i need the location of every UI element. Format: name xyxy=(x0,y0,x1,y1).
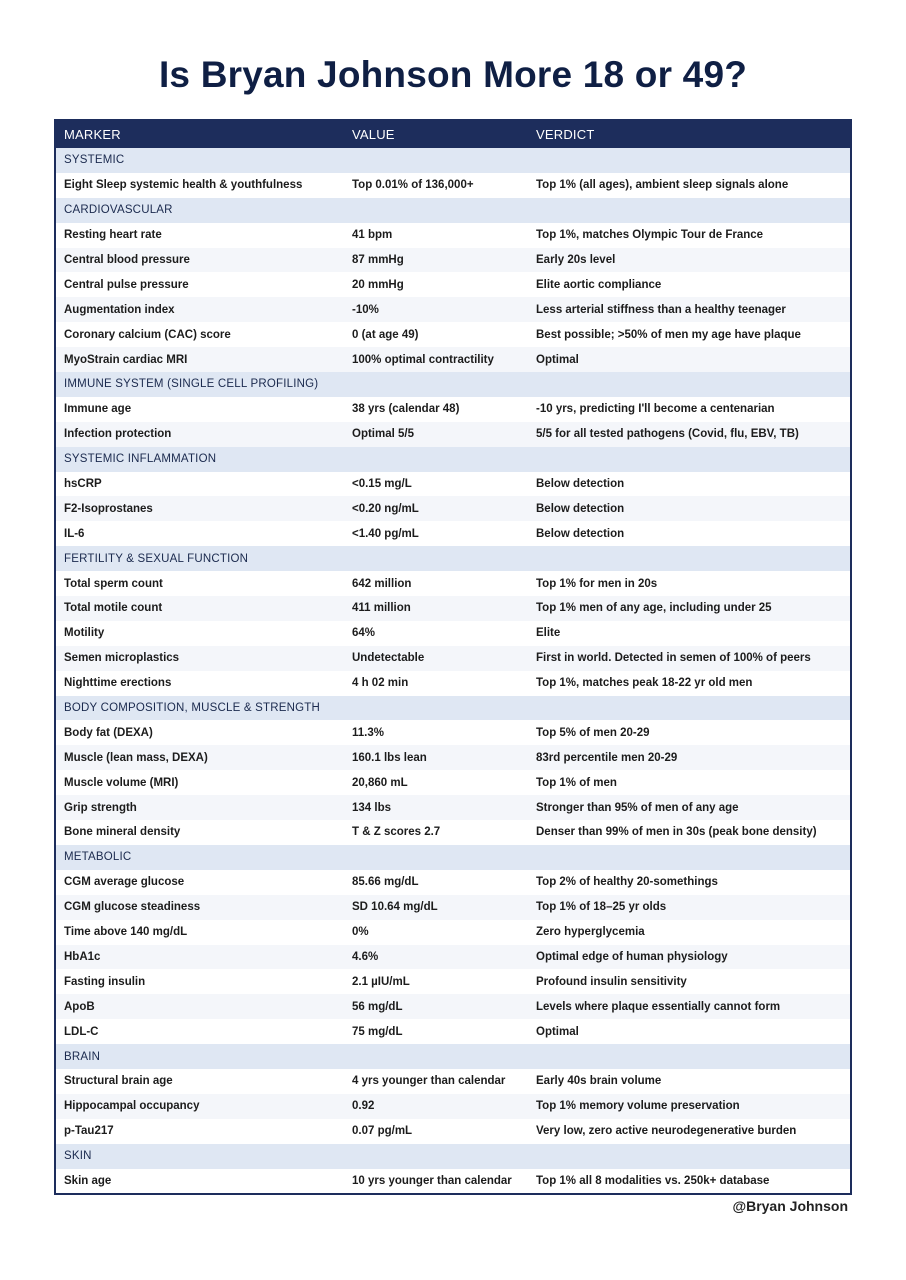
verdict-cell: Top 1%, matches peak 18-22 yr old men xyxy=(528,671,850,696)
table-row xyxy=(56,621,850,646)
value-cell: Top 0.01% of 136,000+ xyxy=(344,173,528,198)
section-row xyxy=(56,546,850,571)
marker-cell: CGM average glucose xyxy=(56,870,344,895)
marker-cell: Augmentation index xyxy=(56,297,344,322)
marker-cell: Time above 140 mg/dL xyxy=(56,920,344,945)
table-row xyxy=(56,1094,850,1119)
value-cell: SD 10.64 mg/dL xyxy=(344,895,528,920)
value-cell: -10% xyxy=(344,297,528,322)
section-title: BODY COMPOSITION, MUSCLE & STRENGTH xyxy=(56,696,850,721)
table-row xyxy=(56,1019,850,1044)
marker-cell: CGM glucose steadiness xyxy=(56,895,344,920)
verdict-cell: Stronger than 95% of men of any age xyxy=(528,795,850,820)
verdict-cell: Less arterial stiffness than a healthy teenager xyxy=(528,297,850,322)
table-row xyxy=(56,223,850,248)
verdict-cell: Top 1% of 18–25 yr olds xyxy=(528,895,850,920)
value-cell: 87 mmHg xyxy=(344,248,528,273)
verdict-cell: Top 5% of men 20-29 xyxy=(528,720,850,745)
section-row xyxy=(56,148,850,173)
section-title: SKIN xyxy=(56,1144,850,1169)
biomarker-table xyxy=(54,119,852,1195)
marker-cell: Muscle volume (MRI) xyxy=(56,770,344,795)
value-cell: 41 bpm xyxy=(344,223,528,248)
column-header-marker: MARKER xyxy=(56,121,344,148)
value-cell: 0.07 pg/mL xyxy=(344,1119,528,1144)
table-row xyxy=(56,397,850,422)
verdict-cell: 5/5 for all tested pathogens (Covid, flu, EBV, TB) xyxy=(528,422,850,447)
marker-cell: Skin age xyxy=(56,1169,344,1194)
section-title: FERTILITY & SEXUAL FUNCTION xyxy=(56,546,850,571)
verdict-cell: Elite xyxy=(528,621,850,646)
verdict-cell: Profound insulin sensitivity xyxy=(528,969,850,994)
verdict-cell: -10 yrs, predicting I'll become a centenarian xyxy=(528,397,850,422)
marker-cell: F2-Isoprostanes xyxy=(56,496,344,521)
value-cell: 75 mg/dL xyxy=(344,1019,528,1044)
verdict-cell: Optimal xyxy=(528,1019,850,1044)
verdict-cell: First in world. Detected in semen of 100% of peers xyxy=(528,646,850,671)
table-row xyxy=(56,1119,850,1144)
marker-cell: Fasting insulin xyxy=(56,969,344,994)
verdict-cell: Zero hyperglycemia xyxy=(528,920,850,945)
marker-cell: Body fat (DEXA) xyxy=(56,720,344,745)
value-cell: 160.1 lbs lean xyxy=(344,745,528,770)
marker-cell: Muscle (lean mass, DEXA) xyxy=(56,745,344,770)
value-cell: <0.15 mg/L xyxy=(344,472,528,497)
verdict-cell: Very low, zero active neurodegenerative burden xyxy=(528,1119,850,1144)
verdict-cell: Below detection xyxy=(528,472,850,497)
section-row xyxy=(56,1044,850,1069)
marker-cell: ApoB xyxy=(56,994,344,1019)
section-row xyxy=(56,372,850,397)
marker-cell: IL-6 xyxy=(56,521,344,546)
table-row xyxy=(56,646,850,671)
section-row xyxy=(56,696,850,721)
marker-cell: MyoStrain cardiac MRI xyxy=(56,347,344,372)
section-title: METABOLIC xyxy=(56,845,850,870)
marker-cell: Resting heart rate xyxy=(56,223,344,248)
value-cell: <0.20 ng/mL xyxy=(344,496,528,521)
table-row xyxy=(56,1069,850,1094)
verdict-cell: Early 20s level xyxy=(528,248,850,273)
table-row xyxy=(56,969,850,994)
verdict-cell: Top 1% for men in 20s xyxy=(528,571,850,596)
table-row xyxy=(56,795,850,820)
table-row xyxy=(56,472,850,497)
verdict-cell: 83rd percentile men 20-29 xyxy=(528,745,850,770)
marker-cell: Nighttime erections xyxy=(56,671,344,696)
table-row xyxy=(56,770,850,795)
marker-cell: Infection protection xyxy=(56,422,344,447)
value-cell: 4 h 02 min xyxy=(344,671,528,696)
verdict-cell: Top 1% men of any age, including under 25 xyxy=(528,596,850,621)
verdict-cell: Levels where plaque essentially cannot form xyxy=(528,994,850,1019)
table-row xyxy=(56,1169,850,1194)
marker-cell: HbA1c xyxy=(56,945,344,970)
value-cell: 85.66 mg/dL xyxy=(344,870,528,895)
marker-cell: Central pulse pressure xyxy=(56,272,344,297)
table-body xyxy=(56,148,850,1193)
value-cell: 4.6% xyxy=(344,945,528,970)
verdict-cell: Top 2% of healthy 20-somethings xyxy=(528,870,850,895)
verdict-cell: Best possible; >50% of men my age have plaque xyxy=(528,322,850,347)
value-cell: Optimal 5/5 xyxy=(344,422,528,447)
marker-cell: Grip strength xyxy=(56,795,344,820)
verdict-cell: Early 40s brain volume xyxy=(528,1069,850,1094)
value-cell: 0 (at age 49) xyxy=(344,322,528,347)
marker-cell: Hippocampal occupancy xyxy=(56,1094,344,1119)
table-row xyxy=(56,272,850,297)
verdict-cell: Top 1% (all ages), ambient sleep signals alone xyxy=(528,173,850,198)
table-row xyxy=(56,994,850,1019)
value-cell: 10 yrs younger than calendar xyxy=(344,1169,528,1194)
verdict-cell: Top 1% memory volume preservation xyxy=(528,1094,850,1119)
section-title: IMMUNE SYSTEM (SINGLE CELL PROFILING) xyxy=(56,372,850,397)
value-cell: 2.1 µIU/mL xyxy=(344,969,528,994)
verdict-cell: Denser than 99% of men in 30s (peak bone density) xyxy=(528,820,850,845)
author-credit: @Bryan Johnson xyxy=(732,1198,848,1214)
table-row xyxy=(56,870,850,895)
marker-cell: Eight Sleep systemic health & youthfulness xyxy=(56,173,344,198)
marker-cell: Immune age xyxy=(56,397,344,422)
column-header-value: VALUE xyxy=(344,121,528,148)
value-cell: 20 mmHg xyxy=(344,272,528,297)
section-title: SYSTEMIC xyxy=(56,148,850,173)
verdict-cell: Below detection xyxy=(528,521,850,546)
value-cell: T & Z scores 2.7 xyxy=(344,820,528,845)
table-row xyxy=(56,521,850,546)
section-title: BRAIN xyxy=(56,1044,850,1069)
table-row xyxy=(56,248,850,273)
verdict-cell: Below detection xyxy=(528,496,850,521)
section-row xyxy=(56,198,850,223)
table-row xyxy=(56,945,850,970)
table-row xyxy=(56,920,850,945)
table-row xyxy=(56,895,850,920)
marker-cell: Coronary calcium (CAC) score xyxy=(56,322,344,347)
value-cell: 411 million xyxy=(344,596,528,621)
table-row xyxy=(56,322,850,347)
verdict-cell: Top 1% all 8 modalities vs. 250k+ database xyxy=(528,1169,850,1194)
value-cell: 56 mg/dL xyxy=(344,994,528,1019)
section-title: SYSTEMIC INFLAMMATION xyxy=(56,447,850,472)
table-row xyxy=(56,422,850,447)
column-header-verdict: VERDICT xyxy=(528,121,850,148)
marker-cell: Total motile count xyxy=(56,596,344,621)
section-title: CARDIOVASCULAR xyxy=(56,198,850,223)
table-header-row xyxy=(56,121,850,148)
value-cell: Undetectable xyxy=(344,646,528,671)
value-cell: 20,860 mL xyxy=(344,770,528,795)
marker-cell: hsCRP xyxy=(56,472,344,497)
section-row xyxy=(56,845,850,870)
value-cell: 100% optimal contractility xyxy=(344,347,528,372)
value-cell: 0% xyxy=(344,920,528,945)
marker-cell: Structural brain age xyxy=(56,1069,344,1094)
table-row xyxy=(56,173,850,198)
value-cell: 38 yrs (calendar 48) xyxy=(344,397,528,422)
section-row xyxy=(56,447,850,472)
table-row xyxy=(56,297,850,322)
value-cell: 0.92 xyxy=(344,1094,528,1119)
verdict-cell: Top 1% of men xyxy=(528,770,850,795)
value-cell: 642 million xyxy=(344,571,528,596)
table-row xyxy=(56,347,850,372)
marker-cell: p-Tau217 xyxy=(56,1119,344,1144)
marker-cell: Semen microplastics xyxy=(56,646,344,671)
value-cell: <1.40 pg/mL xyxy=(344,521,528,546)
table-row xyxy=(56,496,850,521)
page-title: Is Bryan Johnson More 18 or 49? xyxy=(158,54,748,95)
marker-cell: Central blood pressure xyxy=(56,248,344,273)
table-row xyxy=(56,745,850,770)
verdict-cell: Optimal xyxy=(528,347,850,372)
value-cell: 4 yrs younger than calendar xyxy=(344,1069,528,1094)
table-row xyxy=(56,671,850,696)
table-row xyxy=(56,571,850,596)
section-row xyxy=(56,1144,850,1169)
table-row xyxy=(56,596,850,621)
value-cell: 134 lbs xyxy=(344,795,528,820)
marker-cell: Bone mineral density xyxy=(56,820,344,845)
marker-cell: Total sperm count xyxy=(56,571,344,596)
marker-cell: LDL-C xyxy=(56,1019,344,1044)
table-row xyxy=(56,820,850,845)
marker-cell: Motility xyxy=(56,621,344,646)
verdict-cell: Optimal edge of human physiology xyxy=(528,945,850,970)
table-row xyxy=(56,720,850,745)
value-cell: 11.3% xyxy=(344,720,528,745)
verdict-cell: Elite aortic compliance xyxy=(528,272,850,297)
value-cell: 64% xyxy=(344,621,528,646)
verdict-cell: Top 1%, matches Olympic Tour de France xyxy=(528,223,850,248)
